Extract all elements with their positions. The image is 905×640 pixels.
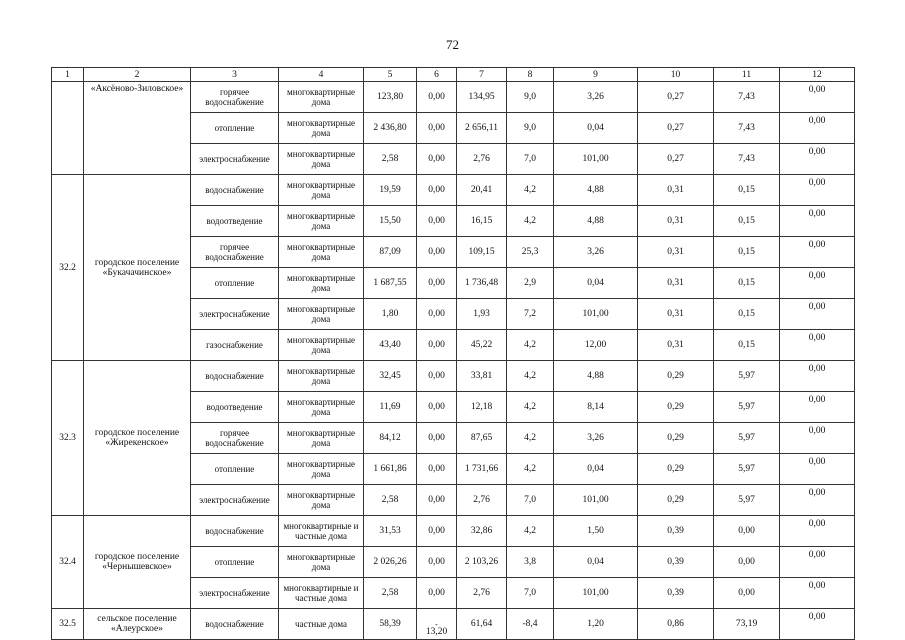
value-cell: 1,20 xyxy=(554,609,638,640)
value-cell: 101,00 xyxy=(554,485,638,516)
value-cell: 0,00 xyxy=(780,485,855,516)
value-cell: 5,97 xyxy=(714,392,780,423)
value-cell: 2,76 xyxy=(457,485,507,516)
column-header: 10 xyxy=(638,68,714,82)
consumer-cell: многоквартирные дома xyxy=(279,299,364,330)
settlement-name: городское поселение «Жирекенское» xyxy=(84,361,191,516)
value-cell: 134,95 xyxy=(457,82,507,113)
value-cell: 5,97 xyxy=(714,423,780,454)
value-cell: 15,50 xyxy=(364,206,417,237)
value-cell: 101,00 xyxy=(554,144,638,175)
consumer-cell: многоквартирные дома xyxy=(279,330,364,361)
value-cell: 7,43 xyxy=(714,113,780,144)
value-cell: 123,80 xyxy=(364,82,417,113)
service-cell: отопление xyxy=(191,268,279,299)
service-cell: водоснабжение xyxy=(191,175,279,206)
value-cell: 1 687,55 xyxy=(364,268,417,299)
column-header: 12 xyxy=(780,68,855,82)
value-cell: 0,00 xyxy=(780,392,855,423)
service-cell: отопление xyxy=(191,454,279,485)
value-cell: 0,00 xyxy=(714,547,780,578)
value-cell: 4,2 xyxy=(507,361,554,392)
row-number: 32.3 xyxy=(52,361,84,516)
value-cell: 73,19 xyxy=(714,609,780,640)
value-cell: 2,9 xyxy=(507,268,554,299)
value-cell: 5,97 xyxy=(714,361,780,392)
value-cell: 7,43 xyxy=(714,82,780,113)
value-cell: 0,00 xyxy=(780,268,855,299)
value-cell: 0,00 xyxy=(417,423,457,454)
column-header: 3 xyxy=(191,68,279,82)
value-cell: 12,00 xyxy=(554,330,638,361)
consumer-cell: многоквартирные и частные дома xyxy=(279,578,364,609)
value-cell: 32,86 xyxy=(457,516,507,547)
table-row xyxy=(52,609,855,640)
value-cell: 3,8 xyxy=(507,547,554,578)
value-cell: 0,15 xyxy=(714,237,780,268)
value-cell: 0,27 xyxy=(638,113,714,144)
consumer-cell: многоквартирные дома xyxy=(279,268,364,299)
value-cell: 84,12 xyxy=(364,423,417,454)
dash-mark: - xyxy=(435,620,438,629)
value-cell: 0,15 xyxy=(714,299,780,330)
value-cell: 2,76 xyxy=(457,578,507,609)
consumer-cell: многоквартирные дома xyxy=(279,175,364,206)
value-cell: 0,00 xyxy=(417,547,457,578)
value-cell: 7,0 xyxy=(507,144,554,175)
value-cell: 0,00 xyxy=(714,516,780,547)
value-cell: 0,00 xyxy=(417,299,457,330)
service-cell: водоснабжение xyxy=(191,609,279,640)
value-cell: 9,0 xyxy=(507,82,554,113)
value-cell: 3,26 xyxy=(554,82,638,113)
service-cell: водоснабжение xyxy=(191,516,279,547)
value-cell: 2 103,26 xyxy=(457,547,507,578)
value-cell: 1 736,48 xyxy=(457,268,507,299)
value-cell: 0,15 xyxy=(714,206,780,237)
service-cell: горячее водоснабжение xyxy=(191,82,279,113)
consumer-cell: многоквартирные дома xyxy=(279,547,364,578)
value-cell: 4,2 xyxy=(507,206,554,237)
column-header: 7 xyxy=(457,68,507,82)
tariff-table xyxy=(51,67,855,640)
header-row xyxy=(52,68,855,82)
value-cell: 1,93 xyxy=(457,299,507,330)
value-cell: 0,00 xyxy=(780,175,855,206)
value-cell: 7,43 xyxy=(714,144,780,175)
row-number: 32.5 xyxy=(52,609,84,640)
value-cell: 0,00 xyxy=(417,392,457,423)
value-cell: 4,2 xyxy=(507,516,554,547)
value-cell: 0,31 xyxy=(638,237,714,268)
value-cell: 0,00 xyxy=(417,144,457,175)
consumer-cell: многоквартирные дома xyxy=(279,82,364,113)
value-cell: 0,04 xyxy=(554,268,638,299)
service-cell: горячее водоснабжение xyxy=(191,423,279,454)
service-cell: отопление xyxy=(191,547,279,578)
value-cell: 58,39 xyxy=(364,609,417,640)
value-cell: 11,69 xyxy=(364,392,417,423)
value-cell: 0,29 xyxy=(638,423,714,454)
value-cell: 0,86 xyxy=(638,609,714,640)
row-number xyxy=(52,82,84,175)
value-cell: 0,00 xyxy=(780,144,855,175)
value-cell: 4,2 xyxy=(507,330,554,361)
value-cell: 0,27 xyxy=(638,82,714,113)
table-row xyxy=(52,175,855,206)
table-row xyxy=(52,516,855,547)
value-cell: 3,26 xyxy=(554,237,638,268)
value-cell: 2 656,11 xyxy=(457,113,507,144)
value-cell: 87,09 xyxy=(364,237,417,268)
value-cell: 0,29 xyxy=(638,361,714,392)
value-cell: 0,00 xyxy=(417,206,457,237)
value-cell: 2 436,80 xyxy=(364,113,417,144)
value-cell: 0,15 xyxy=(714,268,780,299)
value-cell: 0,00 xyxy=(780,206,855,237)
settlement-name: сельское поселение «Алеурское» xyxy=(84,609,191,640)
row-number: 32.4 xyxy=(52,516,84,609)
value-cell: 31,53 xyxy=(364,516,417,547)
value-cell: 4,88 xyxy=(554,206,638,237)
value-cell: 32,45 xyxy=(364,361,417,392)
column-header: 9 xyxy=(554,68,638,82)
service-cell: водоснабжение xyxy=(191,361,279,392)
value-cell: 4,2 xyxy=(507,423,554,454)
value-cell: 1 731,66 xyxy=(457,454,507,485)
column-header: 6 xyxy=(417,68,457,82)
settlement-name: «Аксёново-Зиловское» xyxy=(84,82,191,175)
value-cell: 109,15 xyxy=(457,237,507,268)
value-cell: 1 661,86 xyxy=(364,454,417,485)
value-cell: 2,58 xyxy=(364,485,417,516)
value-cell: 0,04 xyxy=(554,113,638,144)
value-cell: 0,00 xyxy=(417,485,457,516)
value-cell: 0,00 xyxy=(780,547,855,578)
value-cell: 3,26 xyxy=(554,423,638,454)
value-cell: 0,00 xyxy=(780,423,855,454)
service-cell: газоснабжение xyxy=(191,330,279,361)
value-cell: 0,00 xyxy=(417,113,457,144)
value-cell: 0,00 xyxy=(780,578,855,609)
value-cell: 0,00 xyxy=(780,113,855,144)
value-cell: 0,27 xyxy=(638,144,714,175)
consumer-cell: многоквартирные дома xyxy=(279,485,364,516)
value-cell: 9,0 xyxy=(507,113,554,144)
value-cell: 0,29 xyxy=(638,454,714,485)
value-cell: 0,00 xyxy=(780,82,855,113)
value-cell: 0,00 xyxy=(417,516,457,547)
value-cell: 4,2 xyxy=(507,392,554,423)
column-header: 5 xyxy=(364,68,417,82)
value-cell xyxy=(417,609,457,640)
value-cell: 19,59 xyxy=(364,175,417,206)
value-cell: 0,00 xyxy=(417,361,457,392)
value-cell: 4,2 xyxy=(507,454,554,485)
value-cell: 25,3 xyxy=(507,237,554,268)
column-header: 11 xyxy=(714,68,780,82)
value-cell: 61,64 xyxy=(457,609,507,640)
value-cell: 0,15 xyxy=(714,330,780,361)
value-cell: 0,04 xyxy=(554,454,638,485)
value-cell: 101,00 xyxy=(554,578,638,609)
table-row xyxy=(52,361,855,392)
value-cell: 0,39 xyxy=(638,516,714,547)
value-cell: 0,39 xyxy=(638,578,714,609)
value-cell: 0,31 xyxy=(638,175,714,206)
value-cell: 0,00 xyxy=(780,516,855,547)
value-cell: 1,80 xyxy=(364,299,417,330)
value-cell: 0,04 xyxy=(554,547,638,578)
value-cell: 2,76 xyxy=(457,144,507,175)
value-cell: 7,2 xyxy=(507,299,554,330)
consumer-cell: многоквартирные дома xyxy=(279,361,364,392)
value-cell: 8,14 xyxy=(554,392,638,423)
value-cell: 0,00 xyxy=(780,237,855,268)
value-cell: 0,29 xyxy=(638,485,714,516)
value-cell: 2,58 xyxy=(364,144,417,175)
value-cell: 0,00 xyxy=(417,330,457,361)
value-cell: 1,50 xyxy=(554,516,638,547)
table-row xyxy=(52,82,855,113)
value-cell: 4,2 xyxy=(507,175,554,206)
value-cell: 0,00 xyxy=(417,268,457,299)
consumer-cell: многоквартирные и частные дома xyxy=(279,516,364,547)
consumer-cell: многоквартирные дома xyxy=(279,113,364,144)
value-cell: 7,0 xyxy=(507,485,554,516)
value-cell: 5,97 xyxy=(714,485,780,516)
service-cell: водоотведение xyxy=(191,392,279,423)
value-cell: 16,15 xyxy=(457,206,507,237)
value-cell: 45,22 xyxy=(457,330,507,361)
value-cell: 20,41 xyxy=(457,175,507,206)
service-cell: водоотведение xyxy=(191,206,279,237)
value-cell: 43,40 xyxy=(364,330,417,361)
consumer-cell: многоквартирные дома xyxy=(279,454,364,485)
column-header: 4 xyxy=(279,68,364,82)
value-cell: 0,00 xyxy=(780,454,855,485)
page-number: 72 xyxy=(446,37,459,52)
consumer-cell: многоквартирные дома xyxy=(279,237,364,268)
column-header: 2 xyxy=(84,68,191,82)
column-header: 1 xyxy=(52,68,84,82)
value-cell: 0,00 xyxy=(417,82,457,113)
value-cell: 0,00 xyxy=(417,454,457,485)
consumer-cell: частные дома xyxy=(279,609,364,640)
value-cell: 0,31 xyxy=(638,330,714,361)
settlement-name: городское поселение «Букачачинское» xyxy=(84,175,191,361)
value-cell: -8,4 xyxy=(507,609,554,640)
value-cell: 0,31 xyxy=(638,299,714,330)
value-cell: 0,31 xyxy=(638,206,714,237)
service-cell: отопление xyxy=(191,113,279,144)
column-header: 8 xyxy=(507,68,554,82)
service-cell: горячее водоснабжение xyxy=(191,237,279,268)
value-cell: 0,00 xyxy=(417,237,457,268)
value-cell: 4,88 xyxy=(554,361,638,392)
row-number: 32.2 xyxy=(52,175,84,361)
cell-value: 13,20 xyxy=(425,627,448,637)
value-cell: 5,97 xyxy=(714,454,780,485)
settlement-name: городское поселение «Чернышевское» xyxy=(84,516,191,609)
service-cell: электроснабжение xyxy=(191,144,279,175)
value-cell: 0,15 xyxy=(714,175,780,206)
value-cell: 0,00 xyxy=(417,175,457,206)
value-cell: 0,00 xyxy=(417,578,457,609)
value-cell: 12,18 xyxy=(457,392,507,423)
value-cell: 4,88 xyxy=(554,175,638,206)
value-cell: 0,39 xyxy=(638,547,714,578)
service-cell: электроснабжение xyxy=(191,485,279,516)
value-cell: 87,65 xyxy=(457,423,507,454)
value-cell: 2,58 xyxy=(364,578,417,609)
value-cell: 0,29 xyxy=(638,392,714,423)
consumer-cell: многоквартирные дома xyxy=(279,144,364,175)
consumer-cell: многоквартирные дома xyxy=(279,392,364,423)
value-cell: 0,31 xyxy=(638,268,714,299)
value-cell: 2 026,26 xyxy=(364,547,417,578)
value-cell: 7,0 xyxy=(507,578,554,609)
value-cell: 0,00 xyxy=(780,361,855,392)
value-cell: 0,00 xyxy=(780,330,855,361)
value-cell: 101,00 xyxy=(554,299,638,330)
value-cell: 0,00 xyxy=(780,609,855,640)
service-cell: электроснабжение xyxy=(191,299,279,330)
value-cell: 0,00 xyxy=(714,578,780,609)
value-cell: 0,00 xyxy=(780,299,855,330)
consumer-cell: многоквартирные дома xyxy=(279,206,364,237)
value-cell: 33,81 xyxy=(457,361,507,392)
consumer-cell: многоквартирные дома xyxy=(279,423,364,454)
service-cell: электроснабжение xyxy=(191,578,279,609)
